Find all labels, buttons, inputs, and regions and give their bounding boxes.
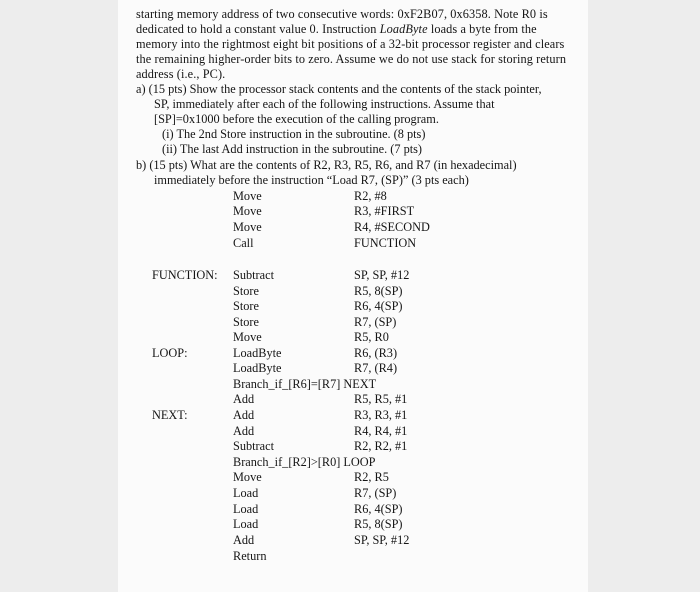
intro-line-2-text-c: loads a byte from the xyxy=(427,22,537,36)
program-instr-14: Add xyxy=(233,424,255,438)
part-a-line-2: SP, immediately after each of the following instructions. Assume that xyxy=(154,97,495,111)
program-operands-0: R2, #8 xyxy=(354,189,387,203)
program-instr-22: Return xyxy=(233,549,267,563)
program-operands-21: SP, SP, #12 xyxy=(354,533,410,547)
program-operands-2: R4, #SECOND xyxy=(354,220,430,234)
program-instr-18: Load xyxy=(233,486,259,500)
intro-line-5: address (i.e., PC). xyxy=(136,67,226,81)
program-instr-2: Move xyxy=(233,220,262,234)
program-operands-10: R7, (R4) xyxy=(354,361,398,375)
program-operands-1: R3, #FIRST xyxy=(354,204,415,218)
part-a-line-3: [SP]=0x1000 before the execution of the calling program. xyxy=(154,112,439,126)
program-operands-7: R7, (SP) xyxy=(354,315,397,329)
program-label-function: FUNCTION: xyxy=(152,268,218,282)
program-operands-19: R6, 4(SP) xyxy=(354,502,403,516)
intro-line-4: the remaining higher-order bits to zero. Assume we do not use stack for storing return xyxy=(136,52,567,66)
part-b-line-2: immediately before the instruction “Load R7, (SP)” (3 pts each) xyxy=(154,173,469,187)
program-instr-8: Move xyxy=(233,330,262,344)
part-a-subitem-i: (i) The 2nd Store instruction in the subroutine. (8 pts) xyxy=(162,127,426,141)
program-operands-14: R4, R4, #1 xyxy=(354,424,408,438)
program-instr-5: Store xyxy=(233,284,259,298)
program-instr-17: Move xyxy=(233,470,262,484)
program-operands-4: SP, SP, #12 xyxy=(354,268,410,282)
program-operands-9: R6, (R3) xyxy=(354,346,398,360)
program-instr-16: Branch_if_[R2]>[R0] LOOP xyxy=(233,455,376,469)
program-instr-12: Add xyxy=(233,392,255,406)
program-instr-3: Call xyxy=(233,236,254,250)
program-operands-12: R5, R5, #1 xyxy=(354,392,408,406)
program-instr-7: Store xyxy=(233,315,259,329)
intro-line-2-text-a: dedicated to hold a constant value 0. Instruction xyxy=(136,22,380,36)
program-instr-6: Store xyxy=(233,299,259,313)
program-operands-17: R2, R5 xyxy=(354,470,389,484)
program-operands-8: R5, R0 xyxy=(354,330,389,344)
program-instr-19: Load xyxy=(233,502,259,516)
part-a-subitem-ii: (ii) The last Add instruction in the subroutine. (7 pts) xyxy=(162,142,423,156)
program-instr-13: Add xyxy=(233,408,255,422)
part-a-line-1: a) (15 pts) Show the processor stack contents and the contents of the stack pointer, xyxy=(136,82,542,96)
program-label-loop: LOOP: xyxy=(152,346,188,360)
program-instr-15: Subtract xyxy=(233,439,274,453)
intro-line-3: memory into the rightmost eight bit positions of a 32-bit processor register and clears xyxy=(136,37,565,51)
program-operands-15: R2, R2, #1 xyxy=(354,439,408,453)
intro-line-1: starting memory address of two consecutive words: 0xF2B07, 0x6358. Note R0 is xyxy=(136,7,548,21)
program-operands-20: R5, 8(SP) xyxy=(354,517,403,531)
program-instr-21: Add xyxy=(233,533,255,547)
program-operands-5: R5, 8(SP) xyxy=(354,284,403,298)
program-instr-9: LoadByte xyxy=(233,346,282,360)
program-instr-1: Move xyxy=(233,204,262,218)
program-operands-3: FUNCTION xyxy=(354,236,417,250)
intro-line-2 xyxy=(136,22,537,36)
program-operands-6: R6, 4(SP) xyxy=(354,299,403,313)
program-instr-11: Branch_if_[R6]=[R7] NEXT xyxy=(233,377,377,391)
loadbyte-term: LoadByte xyxy=(379,22,428,36)
program-instr-20: Load xyxy=(233,517,259,531)
program-operands-18: R7, (SP) xyxy=(354,486,397,500)
part-b-line-1: b) (15 pts) What are the contents of R2, R3, R5, R6, and R7 (in hexadecimal) xyxy=(136,158,517,172)
program-instr-4: Subtract xyxy=(233,268,274,282)
program-operands-13: R3, R3, #1 xyxy=(354,408,408,422)
program-instr-0: Move xyxy=(233,189,262,203)
program-instr-10: LoadByte xyxy=(233,361,282,375)
program-label-next: NEXT: xyxy=(152,408,188,422)
